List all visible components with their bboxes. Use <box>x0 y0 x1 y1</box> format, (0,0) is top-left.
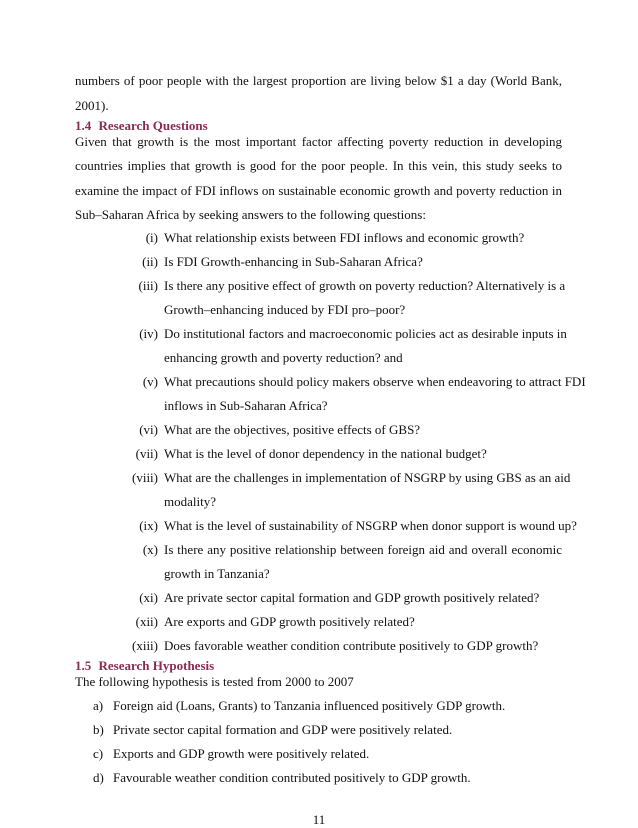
question-text: Is there any positive relationship between foreign aid and overall economic <box>164 542 562 557</box>
question-continuation: enhancing growth and poverty reduction? and <box>164 350 403 365</box>
question-text: What is the level of sustainability of NSGRP when donor support is wound up? <box>164 518 577 533</box>
section-number: 1.5 <box>75 658 92 673</box>
hypothesis-letter: c) <box>93 746 104 761</box>
question-text: Do institutional factors and macroeconomic policies act as desirable inputs in <box>164 326 567 341</box>
question-number: (viii) <box>132 470 158 485</box>
question-number: (ii) <box>142 254 158 269</box>
question-text: Is FDI Growth-enhancing in Sub-Saharan Africa? <box>164 254 423 269</box>
question-continuation: growth in Tanzania? <box>164 566 270 581</box>
hypothesis-intro: The following hypothesis is tested from 2000 to 2007 <box>75 674 354 689</box>
paragraph-line-1: Given that growth is the most important factor affecting poverty reduction in developing <box>75 134 562 149</box>
question-number: (xiii) <box>132 638 158 653</box>
paragraph-line-4: Sub–Saharan Africa by seeking answers to the following questions: <box>75 207 426 222</box>
intro-line-1: numbers of poor people with the largest proportion are living below $1 a day (World Bank, <box>75 73 562 88</box>
question-number: (xii) <box>135 614 158 629</box>
question-text: What are the objectives, positive effects of GBS? <box>164 422 421 437</box>
question-number: (v) <box>142 374 158 389</box>
question-text: What are the challenges in implementation of NSGRP by using GBS as an aid <box>164 470 571 485</box>
question-text: Is there any positive effect of growth on poverty reduction? Alternatively is a <box>164 278 566 293</box>
question-number: (x) <box>142 542 158 557</box>
section-title: Research Questions <box>98 118 208 133</box>
question-continuation: modality? <box>164 494 216 509</box>
hypothesis-text: Exports and GDP growth were positively related. <box>113 746 370 761</box>
question-number: (iii) <box>138 278 158 293</box>
paragraph-line-2: countries implies that growth is good for the poor people. In this vein, this study seeks to <box>75 158 562 173</box>
question-number: (vi) <box>139 422 158 437</box>
hypothesis-letter: a) <box>93 698 104 713</box>
hypothesis-letter: d) <box>93 770 104 785</box>
intro-line-2: 2001). <box>75 98 109 113</box>
hypothesis-text: Foreign aid (Loans, Grants) to Tanzania influenced positively GDP growth. <box>113 698 506 713</box>
hypothesis-text: Private sector capital formation and GDP were positively related. <box>113 722 453 737</box>
question-text: Are exports and GDP growth positively related? <box>164 614 415 629</box>
question-text: Does favorable weather condition contribute positively to GDP growth? <box>164 638 539 653</box>
section-number: 1.4 <box>75 118 92 133</box>
question-text: What precautions should policy makers observe when endeavoring to attract FDI <box>164 374 586 389</box>
question-number: (vii) <box>135 446 158 461</box>
question-continuation: Growth–enhancing induced by FDI pro–poor? <box>164 302 406 317</box>
question-number: (i) <box>145 230 158 245</box>
question-continuation: inflows in Sub-Saharan Africa? <box>164 398 328 413</box>
paragraph-line-3: examine the impact of FDI inflows on sustainable economic growth and poverty reduction in <box>75 183 562 198</box>
section-heading-1-4 <box>75 118 208 134</box>
question-number: (iv) <box>139 326 158 341</box>
section-title: Research Hypothesis <box>98 658 215 673</box>
hypothesis-text: Favourable weather condition contributed positively to GDP growth. <box>113 770 471 785</box>
question-number: (ix) <box>139 518 158 533</box>
page-number: 11 <box>312 812 326 827</box>
hypothesis-letter: b) <box>93 722 104 737</box>
question-text: What is the level of donor dependency in the national budget? <box>164 446 487 461</box>
question-text: What relationship exists between FDI inflows and economic growth? <box>164 230 525 245</box>
question-text: Are private sector capital formation and GDP growth positively related? <box>164 590 540 605</box>
question-number: (xi) <box>139 590 158 605</box>
section-heading-1-5 <box>75 658 214 674</box>
